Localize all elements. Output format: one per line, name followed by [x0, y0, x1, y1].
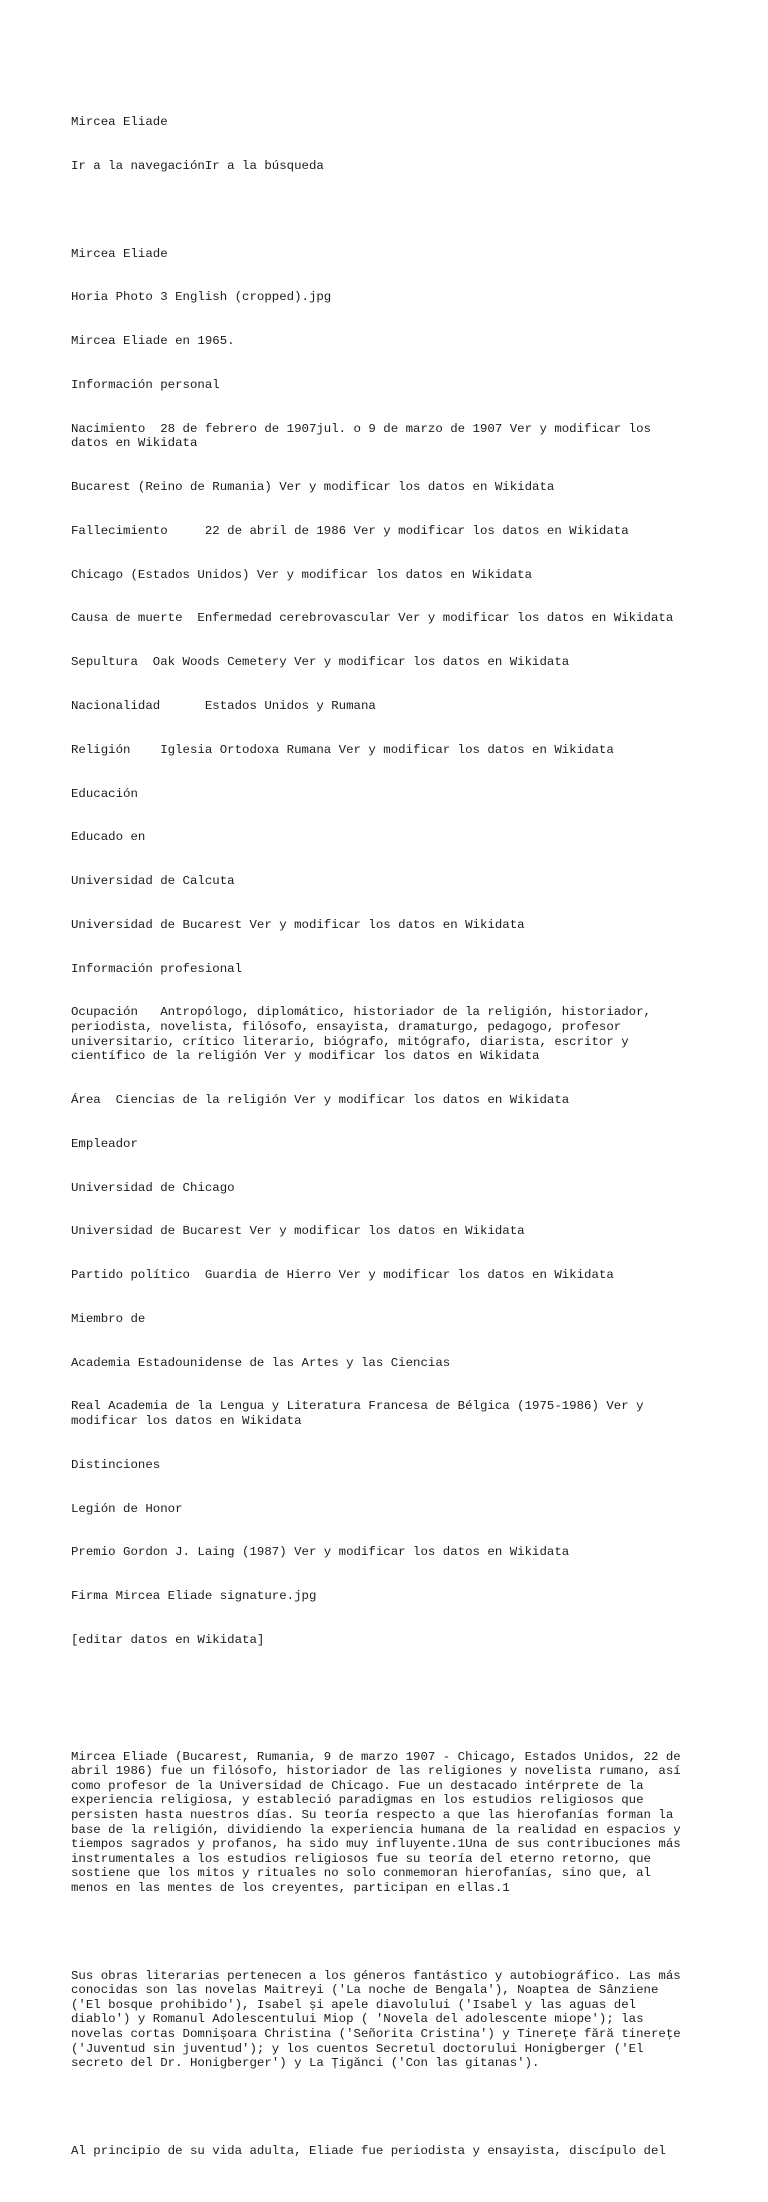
birth-row: Nacimiento 28 de febrero de 1907jul. o 9 de marzo de 1907 Ver y modificar los datos en Wikidata [71, 421, 659, 451]
infobox [71, 217, 695, 1676]
infobox-image-caption: Mircea Eliade en 1965. [71, 334, 235, 349]
employer-item: Universidad de Bucarest Ver y modificar los datos en Wikidata [71, 1224, 525, 1239]
death-place-row: Chicago (Estados Unidos) Ver y modificar los datos en Wikidata [71, 567, 533, 582]
membership-item: Academia Estadounidense de las Artes y las Ciencias [71, 1355, 451, 1370]
membership-item: Real Academia de la Lengua y Literatura Francesa de Bélgica (1975-1986) Ver y modificar los datos en Wikidata [71, 1399, 651, 1429]
document-page [71, 86, 695, 2202]
section-professional-info: Información profesional [71, 961, 243, 976]
employer-item: Universidad de Chicago [71, 1180, 235, 1195]
nationality-row: Nacionalidad Estados Unidos y Rumana [71, 698, 376, 713]
infobox-image-file[interactable]: Horia Photo 3 English (cropped).jpg [71, 290, 332, 305]
signature-row: Firma Mircea Eliade signature.jpg [71, 1589, 317, 1604]
paragraph-works: Sus obras literarias pertenecen a los géneros fantástico y autobiográfico. Las más conocidas son las novelas Maitreyi ('La noche de Bengala'), Noaptea de Sânziene ('El bosque prohibido'), Isabel și apele diavolului ('Isabel y las aguas del diablo') y Romanul Adolescentului Miop ( 'Novela del adolescente miope'); las novelas cortas Domnișoara Christina ('Señorita Cristina') y Tinerețe fără tinerețe ('Juventud sin juventud'); y los cuentos Secretul doctorului Honigberger ('El secreto del Dr. Honigberger') y La Țigănci ('Con las gitanas'). [71, 1968, 689, 2071]
education-item: Universidad de Bucarest Ver y modificar los datos en Wikidata [71, 917, 525, 932]
burial-row: Sepultura Oak Woods Cemetery Ver y modificar los datos en Wikidata [71, 655, 570, 670]
educated-at-label: Educado en [71, 830, 146, 845]
education-item: Universidad de Calcuta [71, 874, 235, 889]
awards-label: Distinciones [71, 1457, 161, 1472]
edit-wikidata-link[interactable]: [editar datos en Wikidata] [71, 1632, 265, 1647]
paragraph-intro: Mircea Eliade (Bucarest, Rumania, 9 de marzo 1907 - Chicago, Estados Unidos, 22 de abril 1986) fue un filósofo, historiador de las religiones y novelista rumano, así como profesor de la Universidad de Chicago. Fue un destacado intérprete de la experiencia religiosa, y estableció paradigmas en los estudios religiosos que persisten hasta nuestros días. Su teoría respecto a que las hierofanías forman la base de la religión, dividiendo la experiencia humana de la realidad en espacios y tiempos sagrados y profanos, ha sido muy influyente.1Una de sus contribuciones más instrumentales a los estudios religiosos fue su teoría del eterno retorno, que sostiene que los mitos y rituales no solo conmemoran hierofanías, sino que, al menos en las mentes de los creyentes, participan en ellas.1 [71, 1749, 689, 1896]
page-title: Mircea Eliade [71, 115, 168, 130]
award-item: Legión de Honor [71, 1501, 183, 1516]
employer-label: Empleador [71, 1136, 138, 1151]
section-education: Educación [71, 786, 138, 801]
infobox-name: Mircea Eliade [71, 246, 168, 261]
award-item: Premio Gordon J. Laing (1987) Ver y modificar los datos en Wikidata [71, 1545, 570, 1560]
birth-place-row: Bucarest (Reino de Rumania) Ver y modificar los datos en Wikidata [71, 480, 555, 495]
religion-row: Religión Iglesia Ortodoxa Rumana Ver y modificar los datos en Wikidata [71, 742, 614, 757]
navigation-links[interactable]: Ir a la navegaciónIr a la búsqueda [71, 158, 324, 173]
area-row: Área Ciencias de la religión Ver y modificar los datos en Wikidata [71, 1092, 570, 1107]
section-personal-info: Información personal [71, 377, 220, 392]
paragraph-gap [71, 1925, 695, 1940]
paragraph-gap [71, 2100, 695, 2115]
cause-of-death-row: Causa de muerte Enfermedad cerebrovascular Ver y modificar los datos en Wikidata [71, 611, 674, 626]
article-body [71, 1721, 695, 2188]
occupation-row: Ocupación Antropólogo, diplomático, historiador de la religión, historiador, periodista, novelista, filósofo, ensayista, dramaturgo, pedagogo, profesor universitario, crítico literario, biógrafo, mitógrafo, diarista, escritor y científico de la religión Ver y modificar los datos en Wikidata [71, 1005, 659, 1064]
death-row: Fallecimiento 22 de abril de 1986 Ver y modificar los datos en Wikidata [71, 523, 629, 538]
political-party-row: Partido político Guardia de Hierro Ver y modificar los datos en Wikidata [71, 1268, 614, 1283]
member-of-label: Miembro de [71, 1311, 146, 1326]
paragraph-early-life: Al principio de su vida adulta, Eliade fue periodista y ensayista, discípulo del [71, 2143, 666, 2158]
